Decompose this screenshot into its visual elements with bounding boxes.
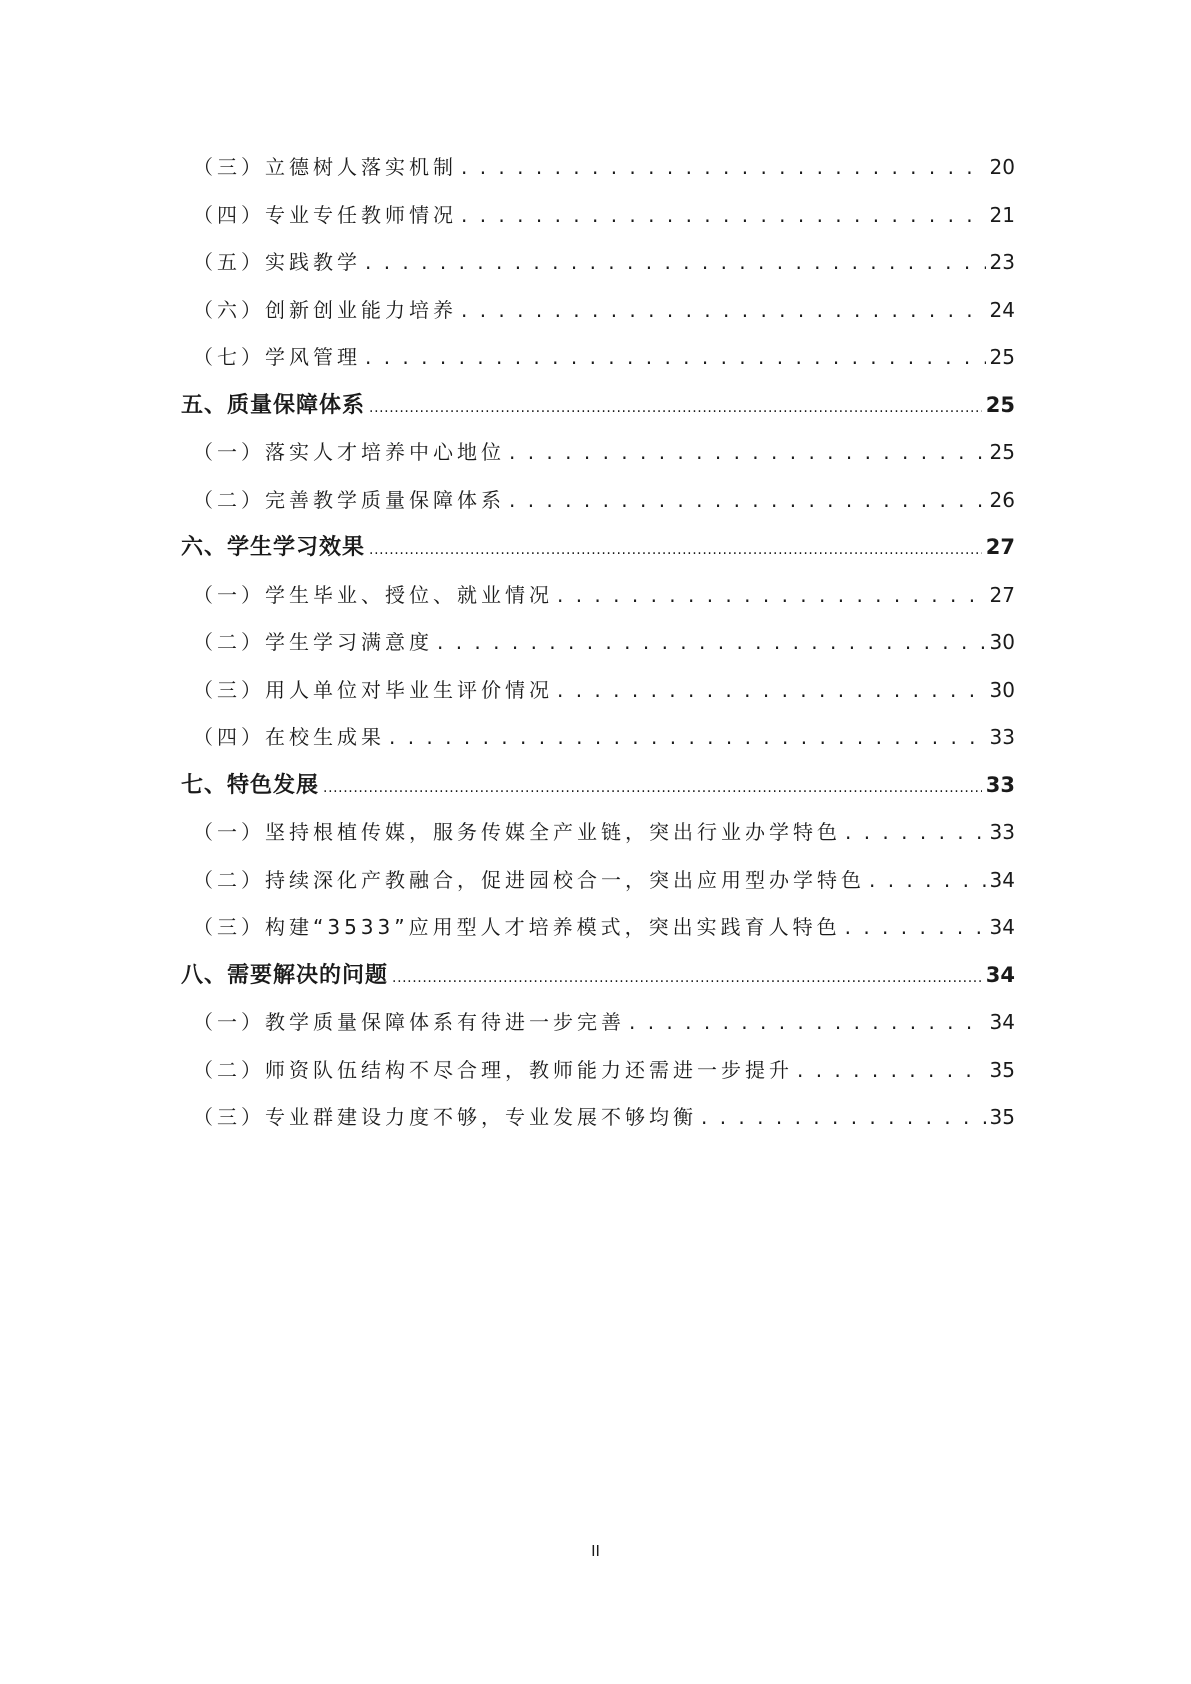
toc-entry-page-number: 33 [989, 820, 1015, 844]
toc-entry-page-number: 24 [989, 297, 1015, 322]
toc-subsection-entry[interactable] [181, 144, 1015, 192]
toc-subsection-entry[interactable] [181, 904, 1015, 952]
footer-page-number: II [591, 1542, 600, 1560]
toc-dot-leader [369, 385, 982, 430]
toc-entry-page-number: 33 [989, 725, 1015, 749]
toc-entry-label: （一）坚持根植传媒，服务传媒全产业链，突出行业办学特色 [193, 820, 841, 844]
toc-entry-label: 五、质量保障体系 [181, 392, 366, 418]
toc-subsection-entry[interactable] [181, 1047, 1015, 1095]
toc-dot-leader [461, 144, 986, 192]
toc-dot-leader [845, 809, 986, 857]
toc-entry-label: （二）持续深化产教融合，促进园校合一，突出应用型办学特色 [193, 867, 865, 892]
toc-entry-page-number: 35 [989, 1057, 1015, 1082]
toc-dot-leader [701, 1094, 986, 1142]
toc-dot-leader [797, 1047, 986, 1095]
toc-entry-label: 六、学生学习效果 [181, 535, 366, 560]
toc-entry-page-number: 34 [989, 867, 1015, 892]
toc-entry-page-number: 35 [989, 1105, 1015, 1129]
toc-dot-leader [629, 999, 986, 1047]
toc-entry-label: 七、特色发展 [181, 772, 320, 798]
toc-entry-label: （三）构建“3533”应用型人才培养模式，突出实践育人特色 [193, 915, 841, 939]
toc-dot-leader [389, 714, 986, 762]
toc-dot-leader [557, 667, 986, 715]
toc-entry-label: （五）实践教学 [193, 250, 361, 274]
toc-entry-label: （六）创新创业能力培养 [193, 297, 457, 322]
toc-entry-page-number: 25 [989, 345, 1015, 369]
toc-subsection-entry[interactable] [181, 857, 1015, 905]
toc-entry-label: （二）师资队伍结构不尽合理，教师能力还需进一步提升 [193, 1057, 793, 1082]
toc-dot-leader [365, 239, 986, 287]
toc-subsection-entry[interactable] [181, 429, 1015, 477]
toc-entry-page-number: 30 [989, 677, 1015, 702]
toc-entry-label: （一）学生毕业、授位、就业情况 [193, 582, 553, 607]
toc-subsection-entry[interactable] [181, 192, 1015, 240]
toc-entry-label: （四）在校生成果 [193, 725, 385, 749]
toc-entry-label: （二）学生学习满意度 [193, 630, 433, 654]
toc-entry-page-number: 25 [985, 392, 1015, 417]
toc-section-entry[interactable] [181, 762, 1015, 810]
toc-dot-leader [369, 527, 982, 572]
toc-entry-label: （三）立德树人落实机制 [193, 155, 457, 179]
toc-entry-label: （三）专业群建设力度不够，专业发展不够均衡 [193, 1105, 697, 1129]
toc-subsection-entry[interactable] [181, 334, 1015, 382]
toc-dot-leader [392, 955, 982, 1000]
toc-subsection-entry[interactable] [181, 809, 1015, 857]
toc-subsection-entry[interactable] [181, 619, 1015, 667]
toc-subsection-entry[interactable] [181, 1094, 1015, 1142]
toc-subsection-entry[interactable] [181, 999, 1015, 1047]
toc-entry-label: （七）学风管理 [193, 345, 361, 369]
toc-entry-page-number: 30 [989, 630, 1015, 654]
table-of-contents [181, 144, 1015, 1142]
toc-dot-leader [509, 477, 986, 525]
toc-entry-label: （三）用人单位对毕业生评价情况 [193, 677, 553, 702]
toc-entry-label: （四）专业专任教师情况 [193, 202, 457, 227]
toc-entry-label: （二）完善教学质量保障体系 [193, 487, 505, 512]
toc-dot-leader [461, 287, 986, 335]
toc-entry-label: （一）落实人才培养中心地位 [193, 440, 505, 464]
toc-entry-page-number: 33 [985, 772, 1015, 797]
toc-dot-leader [509, 429, 986, 477]
toc-entry-page-number: 34 [985, 962, 1015, 987]
toc-section-entry[interactable] [181, 952, 1015, 1000]
toc-entry-page-number: 20 [989, 155, 1015, 179]
toc-entry-page-number: 23 [989, 250, 1015, 274]
toc-section-entry[interactable] [181, 382, 1015, 430]
toc-entry-page-number: 25 [989, 440, 1015, 464]
toc-subsection-entry[interactable] [181, 287, 1015, 335]
toc-dot-leader [869, 857, 986, 905]
toc-entry-page-number: 34 [989, 915, 1015, 939]
toc-dot-leader [845, 904, 986, 952]
toc-section-entry[interactable] [181, 524, 1015, 572]
toc-entry-page-number: 21 [989, 202, 1015, 227]
toc-subsection-entry[interactable] [181, 667, 1015, 715]
toc-entry-page-number: 27 [985, 535, 1015, 559]
toc-subsection-entry[interactable] [181, 714, 1015, 762]
toc-dot-leader [323, 765, 982, 810]
toc-subsection-entry[interactable] [181, 572, 1015, 620]
toc-subsection-entry[interactable] [181, 239, 1015, 287]
toc-entry-page-number: 27 [989, 582, 1015, 607]
toc-dot-leader [461, 192, 986, 240]
toc-entry-label: 八、需要解决的问题 [181, 962, 389, 988]
toc-entry-page-number: 26 [989, 487, 1015, 512]
toc-dot-leader [557, 572, 986, 620]
toc-subsection-entry[interactable] [181, 477, 1015, 525]
toc-dot-leader [437, 619, 986, 667]
toc-entry-page-number: 34 [989, 1010, 1015, 1034]
toc-dot-leader [365, 334, 986, 382]
toc-entry-label: （一）教学质量保障体系有待进一步完善 [193, 1010, 625, 1034]
